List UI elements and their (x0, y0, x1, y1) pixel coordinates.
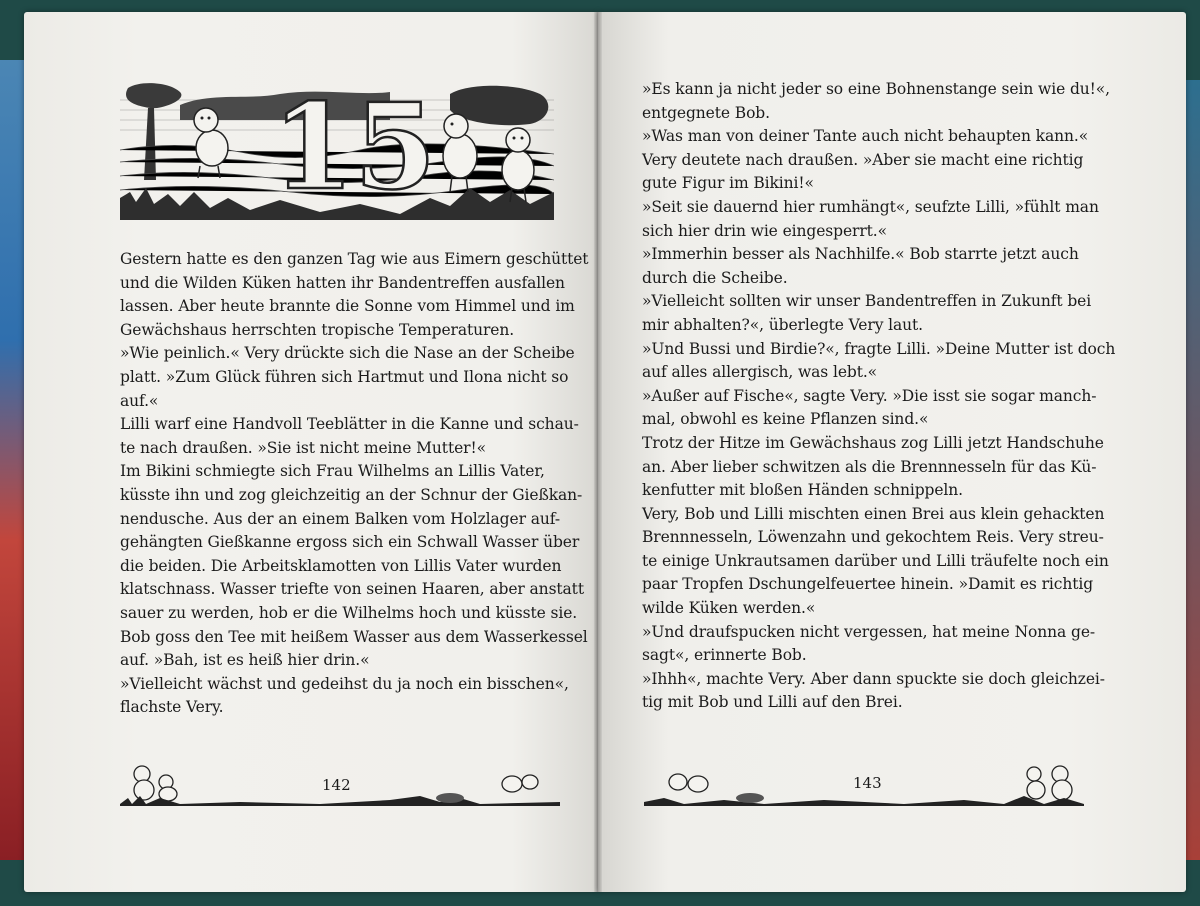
text-line: auf. »Bah, ist es heiß hier drin.« (120, 651, 370, 670)
text-line: nendusche. Aus der an einem Balken vom Holzlager auf- (120, 509, 560, 528)
text-line: te nach draußen. »Sie ist nicht meine Mutter!« (120, 438, 486, 457)
text-line: Bob goss den Tee mit heißem Wasser aus dem Wasserkessel (120, 627, 588, 646)
text-line: die beiden. Die Arbeitsklamotten von Lillis Vater wurden (120, 556, 562, 575)
text-line: »Ihhh«, machte Very. Aber dann spuckte sie doch gleichzei- (642, 669, 1105, 688)
text-line: »Es kann ja nicht jeder so eine Bohnenstange sein wie du!«, (642, 80, 1111, 98)
text-line: küsste ihn und zog gleichzeitig an der Schnur der Gießkan- (120, 485, 583, 504)
text-line: Im Bikini schmiegte sich Frau Wilhelms an Lillis Vater, (120, 462, 545, 481)
right-page-text (642, 78, 1116, 715)
text-line: »Vielleicht wächst und gedeihst du ja noch ein bisschen«, (120, 674, 569, 693)
text-line: »Wie peinlich.« Very drückte sich die Nase an der Scheibe (120, 344, 575, 363)
text-line: flachste Very. (120, 698, 224, 717)
text-line: »Außer auf Fische«, sagte Very. »Die isst sie sogar manch- (642, 386, 1097, 405)
book-gutter (594, 12, 602, 892)
text-line: »Was man von deiner Tante auch nicht behaupten kann.« (642, 127, 1089, 146)
text-line: Gewächshaus herrschten tropische Temperaturen. (120, 320, 515, 339)
chapter-header-illustration (120, 80, 554, 220)
text-line: gehängten Gießkanne ergoss sich ein Schwall Wasser über (120, 533, 580, 552)
text-line: paar Tropfen Dschungelfeuertee hinein. »Damit es richtig (642, 575, 1094, 594)
text-line: sich hier drin wie eingesperrt.« (642, 221, 887, 240)
text-line: Lilli warf eine Handvoll Teeblätter in die Kanne und schau- (120, 415, 579, 434)
text-line: »Immerhin besser als Nachhilfe.« Bob starrte jetzt auch (642, 245, 1079, 264)
page-number-left: 142 (322, 776, 351, 794)
text-line: und die Wilden Küken hatten ihr Bandentreffen ausfallen (120, 273, 565, 292)
text-line: auf alles allergisch, was lebt.« (642, 363, 878, 382)
text-line: tig mit Bob und Lilli auf den Brei. (642, 693, 903, 712)
text-line: lassen. Aber heute brannte die Sonne vom Himmel und im (120, 297, 575, 316)
text-line: platt. »Zum Glück führen sich Hartmut und Ilona nicht so (120, 367, 569, 386)
text-line: sagt«, erinnerte Bob. (642, 646, 807, 665)
text-line: te einige Unkrautsamen darüber und Lilli träufelte noch ein (642, 551, 1109, 570)
page-number-right: 143 (853, 774, 882, 792)
text-line: an. Aber lieber schwitzen als die Brennnesseln für das Kü- (642, 457, 1097, 476)
text-line: Gestern hatte es den ganzen Tag wie aus Eimern geschüttet (120, 250, 589, 268)
text-line: sauer zu werden, hob er die Wilhelms hoch und küsste sie. (120, 603, 578, 622)
text-line: entgegnete Bob. (642, 103, 770, 122)
text-line: kenfutter mit bloßen Händen schnippeln. (642, 481, 963, 500)
text-line: Trotz der Hitze im Gewächshaus zog Lilli jetzt Handschuhe (642, 433, 1104, 452)
left-page-text (120, 248, 589, 720)
text-line: »Und draufspucken nicht vergessen, hat meine Nonna ge- (642, 622, 1096, 641)
text-line: klatschnass. Wasser triefte von seinen Haaren, aber anstatt (120, 580, 584, 599)
text-line: mal, obwohl es keine Pflanzen sind.« (642, 410, 929, 429)
text-line: mir abhalten?«, überlegte Very laut. (642, 315, 924, 334)
text-line: »Und Bussi und Birdie?«, fragte Lilli. »Deine Mutter ist doch (642, 339, 1116, 358)
text-line: »Seit sie dauernd hier rumhängt«, seufzte Lilli, »fühlt man (642, 197, 1099, 216)
text-line: »Vielleicht sollten wir unser Bandentreffen in Zukunft bei (642, 292, 1092, 311)
text-line: auf.« (120, 391, 159, 410)
text-line: Very deutete nach draußen. »Aber sie macht eine richtig (642, 150, 1084, 169)
book-cover-edge-left (0, 60, 26, 860)
text-line: Brennnesseln, Löwenzahn und gekochtem Reis. Very streu- (642, 528, 1104, 547)
text-line: Very, Bob und Lilli mischten einen Brei aus klein gehackten (642, 504, 1105, 523)
text-line: gute Figur im Bikini!« (642, 174, 814, 193)
text-line: durch die Scheibe. (642, 268, 788, 287)
chapter-number: 15 (272, 80, 437, 216)
text-line: wilde Küken werden.« (642, 599, 816, 618)
